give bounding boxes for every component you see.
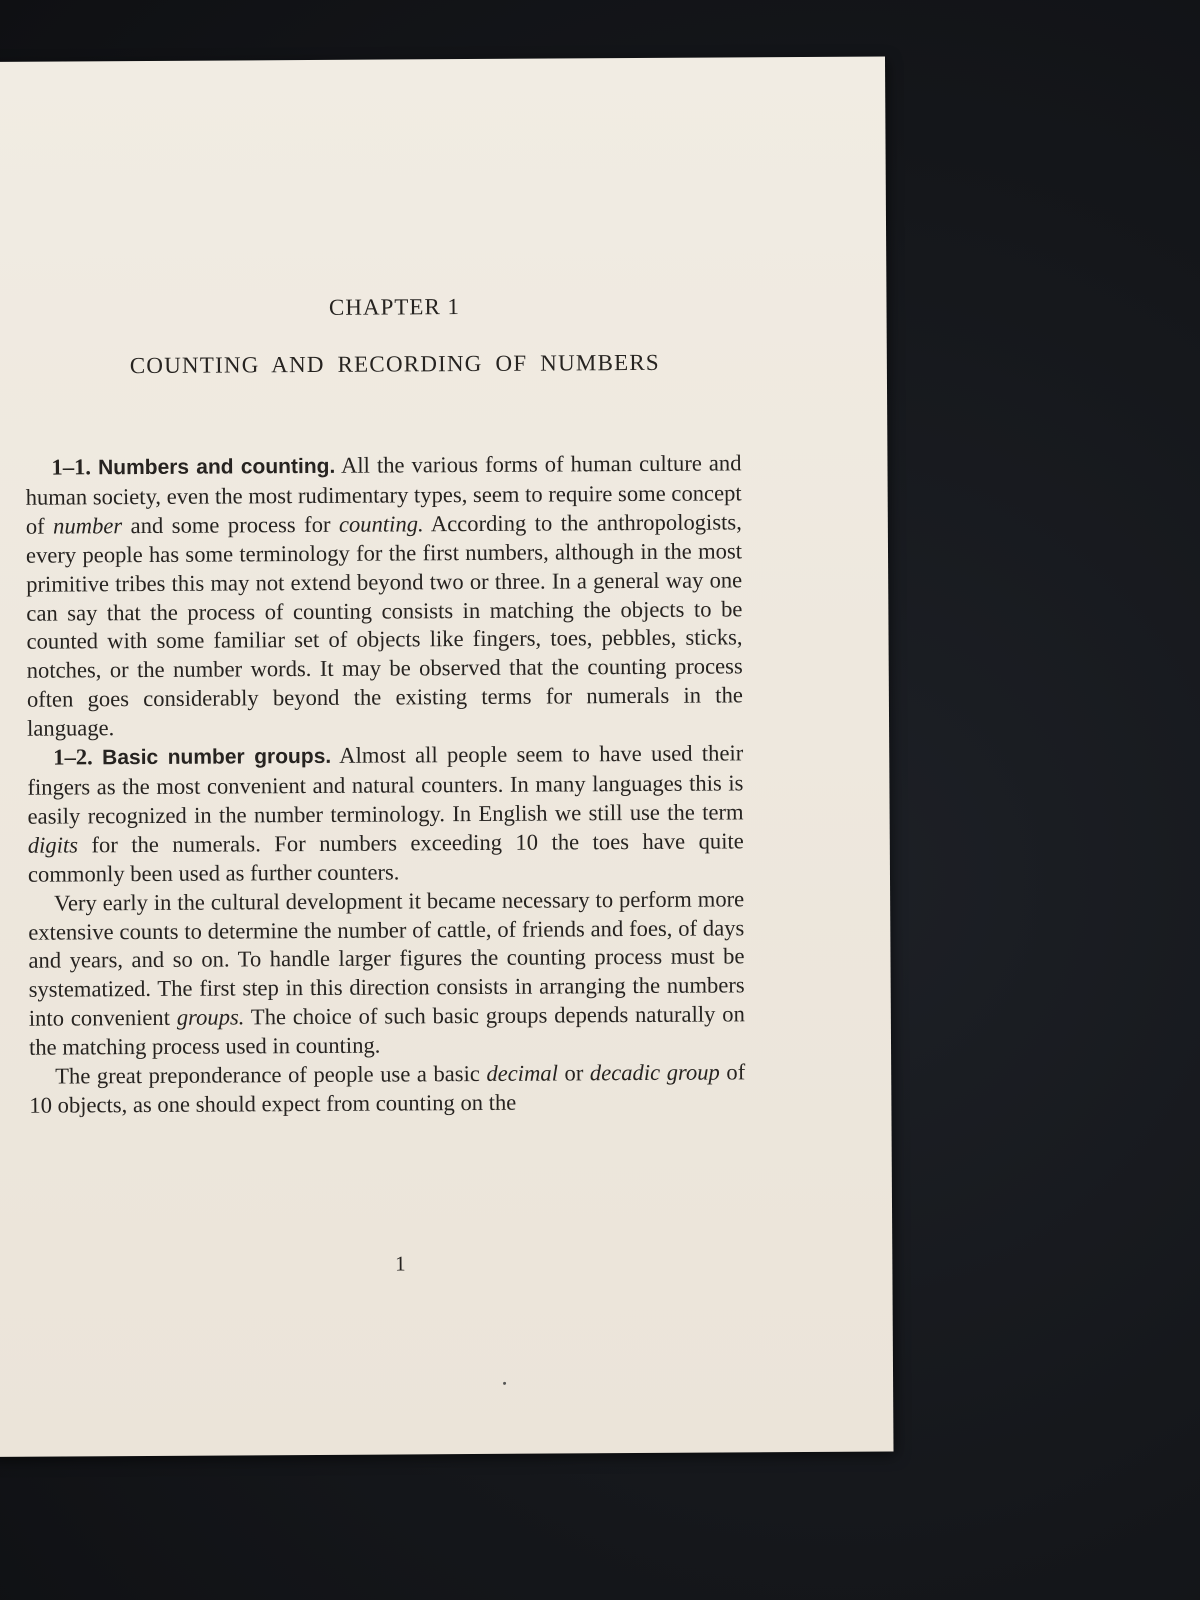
text-run: All the various forms of human culture and human society, even the most rudimentary types, seem to require some concept of [25, 450, 742, 539]
italic-term: counting. [338, 511, 424, 537]
section-heading: Basic number groups. [102, 744, 332, 770]
text-run: Very early in the cultural development it became necessary to perform more extensive counts to determine the number of cattle, of friends and foes, of days and years, and so on. To handle larger figures the counting process must be systematized. The first step in this direction consists in arranging the numbers into convenient [28, 885, 745, 1031]
paragraph [25, 449, 743, 743]
paragraph [27, 739, 744, 889]
chapter-title: COUNTING AND RECORDING OF NUMBERS [129, 349, 660, 379]
section-number: 1–2. [53, 744, 93, 770]
italic-term: groups. [176, 1004, 245, 1031]
text-run: of 10 objects, as one should expect from counting on the [29, 1059, 746, 1118]
page-number: 1 [395, 1251, 406, 1276]
text-run: or [557, 1060, 590, 1086]
italic-term: decimal [486, 1060, 559, 1086]
italic-term: decadic group [589, 1059, 720, 1086]
body-text [25, 449, 745, 1120]
text-run: Almost all people seem to have used their fingers as the most convenient and natural counters. In many languages this is easily recognized in the number terminology. In English we still use the term [27, 740, 744, 829]
italic-term: digits [27, 832, 79, 858]
paper-speck [503, 1382, 506, 1385]
text-run: and some process for [122, 511, 340, 538]
book-page [0, 56, 894, 1457]
chapter-label: CHAPTER 1 [328, 294, 461, 320]
text-run: for the numerals. For numbers exceeding 10 the toes have quite commonly been used as further counters. [27, 828, 744, 887]
section-number: 1–1. [51, 454, 92, 480]
page-content [23, 57, 746, 1276]
italic-term: number [53, 512, 123, 539]
text-run: The great preponderance of people use a basic [55, 1060, 487, 1089]
text-run: According to the anthropologists, every people has some terminology for the first numbers, although in the most primitive tribes this may not extend beyond two or three. In a general way one can say that the process of counting consists in matching the objects to be counted with some familiar set of objects like fingers, toes, pebbles, sticks, notches, or the number words. It may be observed that the counting process often goes considerably beyond the existing terms for numerals in the language. [25, 509, 743, 741]
paragraph [29, 1058, 745, 1120]
section-heading: Numbers and counting. [97, 454, 336, 480]
text-run: The choice of such basic groups depends naturally on the matching process used in counting. [28, 1001, 745, 1060]
paragraph [28, 885, 745, 1063]
